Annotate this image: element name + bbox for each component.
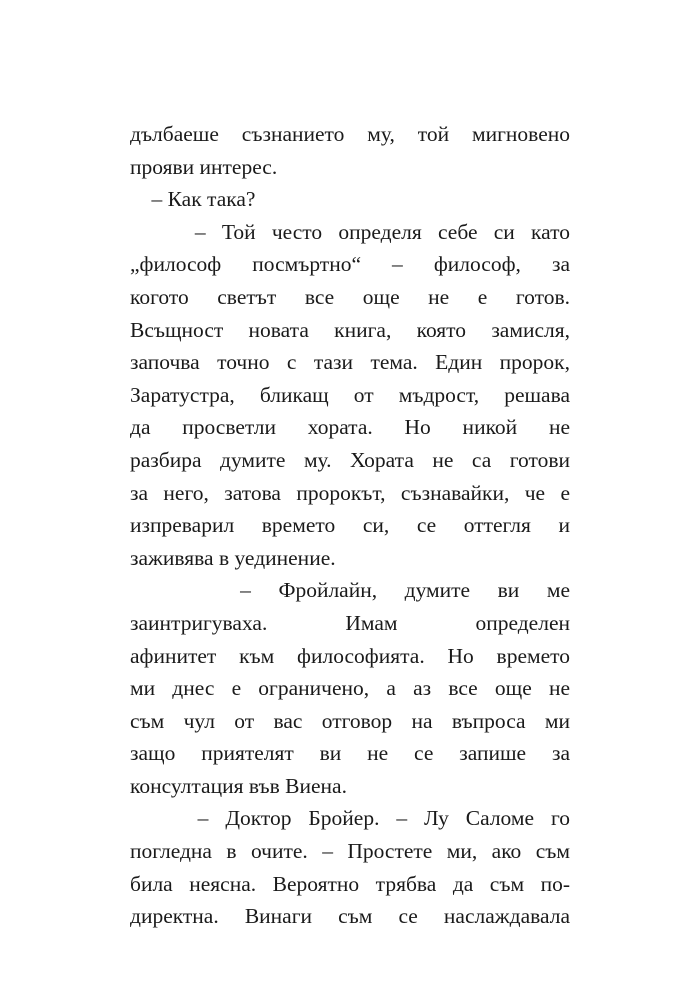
- text-line: Заратустра, бликащ от мъдрост, решава: [130, 382, 570, 407]
- text-line: за него, затова пророкът, съзнавайки, че е: [130, 480, 570, 505]
- text-line: прояви интерес.: [130, 154, 278, 179]
- text-line: заживява в уединение.: [130, 545, 336, 570]
- text-line: – Той често определя себе си като: [130, 219, 570, 244]
- text-line: разбира думите му. Хората не са готови: [130, 447, 570, 472]
- text-line: съм чул от вас отговор на въпроса ми: [130, 708, 570, 733]
- text-line: директна. Винаги съм се наслаждавала: [130, 904, 570, 929]
- text-line: да просветли хората. Но никой не: [130, 415, 570, 440]
- text-line: Всъщност новата книга, която замисля,: [130, 317, 570, 342]
- text-line: изпреварил времето си, се оттегля и: [130, 513, 570, 538]
- text-line: – Фройлайн, думите ви ме: [130, 578, 570, 603]
- body-text: [130, 118, 570, 933]
- text-line: – Как така?: [130, 187, 256, 212]
- text-line: „философ посмъртно“ – философ, за: [130, 252, 570, 277]
- text-line: започва точно с тази тема. Един пророк,: [130, 350, 570, 375]
- text-line: погледна в очите. – Простете ми, ако съм: [130, 839, 570, 864]
- text-line: била неясна. Вероятно трябва да съм по-: [130, 871, 570, 896]
- text-line: защо приятелят ви не се запише за: [130, 741, 570, 766]
- text-line: – Доктор Бройер. – Лу Саломе го: [130, 806, 570, 831]
- text-line: консултация във Виена.: [130, 773, 347, 798]
- text-line: заинтригуваха. Имам определен: [130, 610, 570, 635]
- text-line: афинитет към философията. Но времето: [130, 643, 570, 668]
- text-line: дълбаеше съзнанието му, той мигновено: [130, 122, 570, 146]
- text-line: когото светът все още не е готов.: [130, 284, 570, 309]
- text-line: ми днес е ограничено, а аз все още не: [130, 676, 570, 701]
